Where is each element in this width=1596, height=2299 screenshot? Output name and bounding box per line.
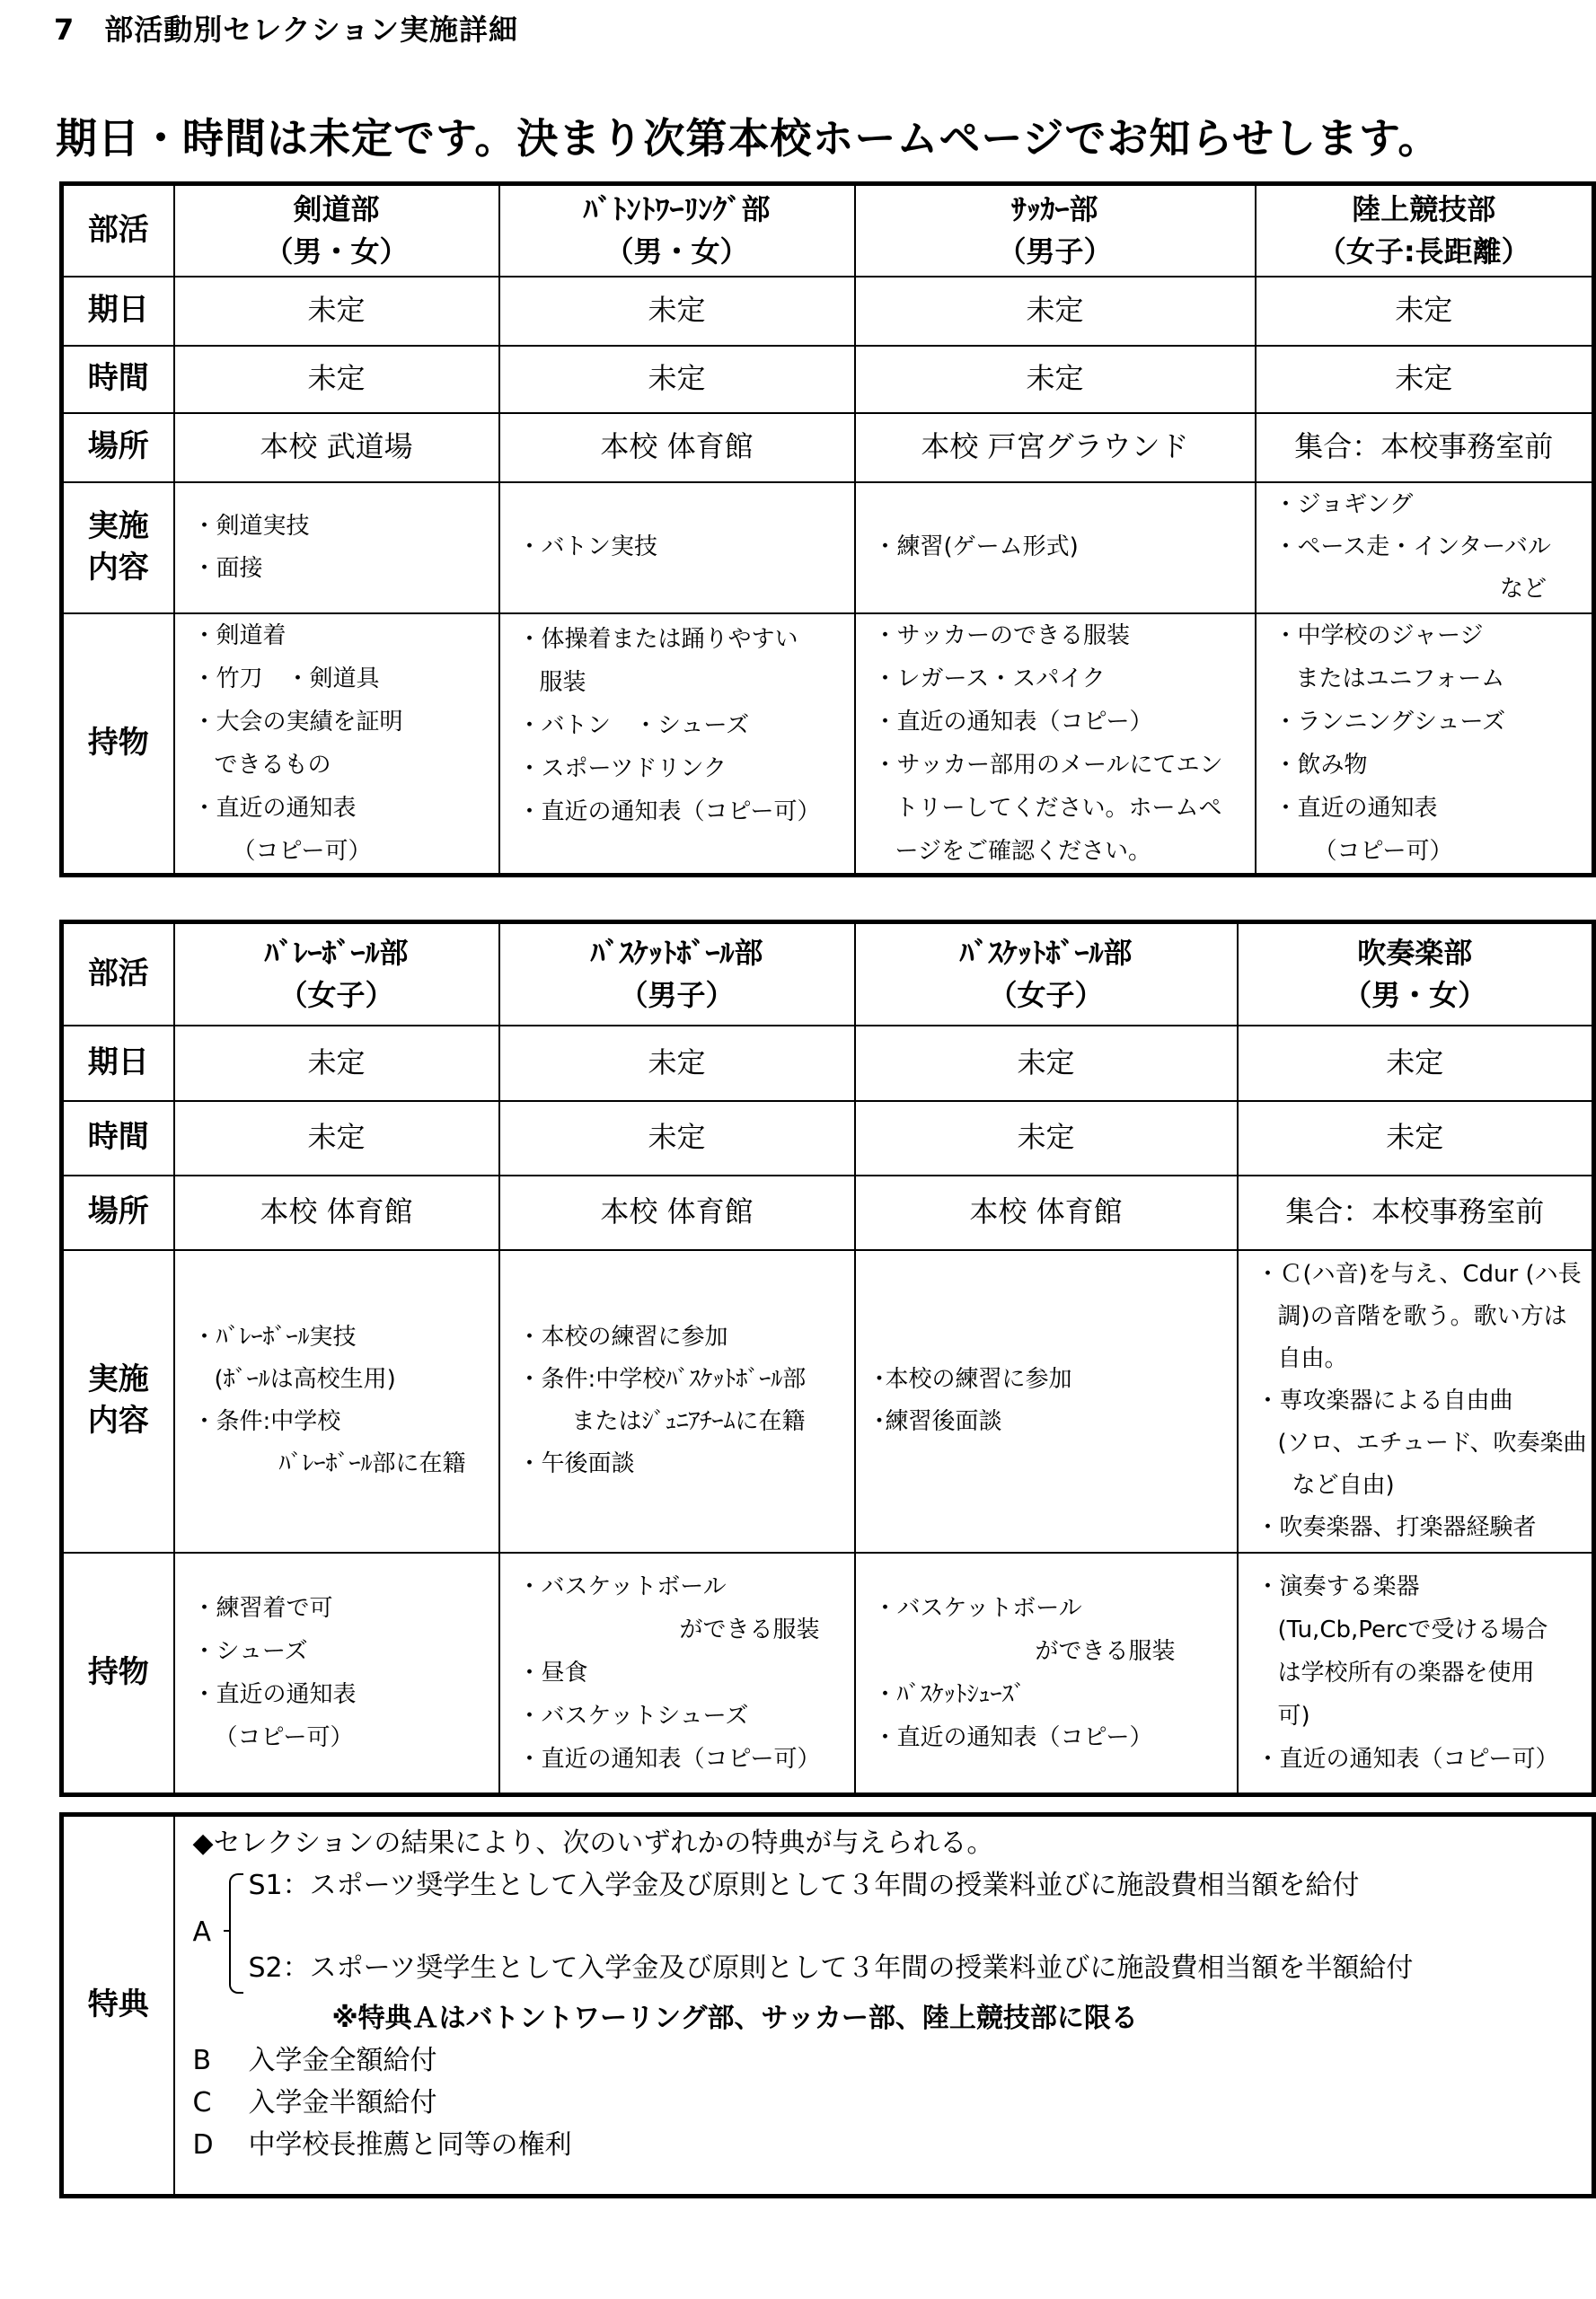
club-name: 吹奏楽部 bbox=[1357, 936, 1473, 971]
list-item: ・バスケットシューズ bbox=[517, 1702, 749, 1730]
date-cell: 未定 bbox=[1238, 1026, 1594, 1101]
list-item: ・専攻楽器による自由曲 bbox=[1256, 1387, 1513, 1414]
club-gender: （女子） bbox=[278, 977, 394, 1012]
list-item: など自由) bbox=[1292, 1471, 1395, 1499]
club-name: 陸上競技部 bbox=[1352, 192, 1496, 227]
brace-tip bbox=[224, 1930, 231, 1932]
place-cell: 本校 体育館 bbox=[855, 1176, 1238, 1250]
list-item: 服装 bbox=[539, 668, 586, 696]
list-item: ・午後面談 bbox=[517, 1450, 635, 1477]
list-item: ・吹奏楽器、打楽器経験者 bbox=[1256, 1513, 1537, 1541]
content-cell bbox=[855, 482, 1256, 613]
items-cell bbox=[499, 1553, 855, 1795]
list-item: ・直近の通知表（コピー） bbox=[873, 708, 1153, 736]
list-item: ・シューズ bbox=[192, 1637, 308, 1665]
items-cell bbox=[499, 613, 855, 876]
date-cell: 未定 bbox=[855, 277, 1256, 346]
items-cell bbox=[174, 1553, 499, 1795]
list-item: (Tu,Cb,Percで受ける場合 bbox=[1277, 1616, 1548, 1643]
benefit-a-group bbox=[193, 1864, 1574, 1997]
club-label: 部活 bbox=[62, 922, 174, 1026]
items-cell bbox=[855, 1553, 1238, 1795]
time-cell: 未定 bbox=[174, 1101, 499, 1176]
place-cell: 集合：本校事務室前 bbox=[1238, 1176, 1594, 1250]
benefits-row bbox=[62, 1815, 1594, 2197]
list-item: ・Ｃ(ハ音)を与え、Cdur (ハ長 bbox=[1256, 1260, 1582, 1288]
list-item: ・直近の通知表（コピー可） bbox=[517, 797, 821, 825]
items-label: 持物 bbox=[62, 613, 174, 876]
date-row bbox=[62, 1026, 1594, 1101]
content-cell bbox=[1256, 482, 1594, 613]
club-gender: （男・女） bbox=[604, 233, 749, 269]
list-item: ・中学校のジャージ bbox=[1274, 621, 1484, 649]
list-item: ・スポーツドリンク bbox=[517, 754, 727, 782]
club-name: ﾊﾞﾚｰﾎﾞｰﾙ部 bbox=[264, 936, 409, 971]
place-cell: 本校 体育館 bbox=[499, 1176, 855, 1250]
club-header bbox=[1256, 184, 1594, 277]
content-row bbox=[62, 482, 1594, 613]
club-gender: （男・女） bbox=[1343, 977, 1487, 1012]
list-item: ・練習(ゲーム形式) bbox=[873, 533, 1079, 560]
list-item: ･練習後面談 bbox=[873, 1408, 1002, 1435]
headline: 期日・時間は未定です。決まり次第本校ホームページでお知らせします。 bbox=[56, 114, 1441, 163]
club-header bbox=[855, 184, 1256, 277]
club-name: ﾊﾞｽｹｯﾄﾎﾞｰﾙ部 bbox=[590, 936, 763, 971]
date-cell: 未定 bbox=[174, 277, 499, 346]
list-item: ・直近の通知表 bbox=[192, 1680, 357, 1708]
benefit-s2: S2：スポーツ奨学生として入学金及び原則として３年間の授業料並びに施設費相当額を半額給付 bbox=[248, 1952, 1414, 1984]
club-name: ﾊﾞﾄﾝﾄﾜｰﾘﾝｸﾞ部 bbox=[583, 192, 771, 227]
list-item: ・練習着で可 bbox=[192, 1594, 333, 1622]
list-item: トリーしてください。ホームペ bbox=[895, 794, 1222, 822]
benefits-table bbox=[59, 1812, 1596, 2198]
list-item: ・直近の通知表（コピー可） bbox=[517, 1745, 821, 1773]
benefits-content bbox=[174, 1815, 1594, 2197]
place-label: 場所 bbox=[62, 413, 174, 482]
list-item: ・ランニングシューズ bbox=[1274, 708, 1506, 736]
date-label: 期日 bbox=[62, 277, 174, 346]
club-name: 剣道部 bbox=[293, 192, 380, 227]
list-item: (ソロ、エチュード、吹奏楽曲 bbox=[1277, 1429, 1587, 1457]
time-cell: 未定 bbox=[499, 1101, 855, 1176]
time-cell: 未定 bbox=[855, 1101, 1238, 1176]
time-cell: 未定 bbox=[174, 346, 499, 413]
list-item: ・飲み物 bbox=[1274, 751, 1368, 779]
place-row bbox=[62, 413, 1594, 482]
list-item: ・条件:中学校ﾊﾞｽｹｯﾄﾎﾞｰﾙ部 bbox=[517, 1366, 807, 1393]
list-item: ・バトン ・シューズ bbox=[517, 711, 750, 739]
place-cell: 本校 武道場 bbox=[174, 413, 499, 482]
list-item: ・昼食 bbox=[517, 1659, 588, 1687]
list-item: ができる服装 bbox=[1035, 1637, 1176, 1665]
time-cell: 未定 bbox=[499, 346, 855, 413]
section-title: 7 部活動別セレクション実施詳細 bbox=[54, 13, 518, 47]
time-label: 時間 bbox=[62, 1101, 174, 1176]
list-item: ・体操着または踊りやすい bbox=[517, 625, 798, 653]
items-label: 持物 bbox=[62, 1553, 174, 1795]
brace-icon bbox=[229, 1873, 243, 1994]
list-item: ・バスケットボール bbox=[873, 1594, 1082, 1622]
club-name: ｻｯｶｰ部 bbox=[1011, 192, 1098, 227]
list-item: ・バトン実技 bbox=[517, 533, 657, 560]
date-cell: 未定 bbox=[174, 1026, 499, 1101]
date-cell: 未定 bbox=[499, 277, 855, 346]
club-name: ﾊﾞｽｹｯﾄﾎﾞｰﾙ部 bbox=[959, 936, 1133, 971]
selection-table-2 bbox=[59, 920, 1596, 1797]
list-item: ・演奏する楽器 bbox=[1256, 1572, 1420, 1600]
list-item: ・ペース走・インターバル bbox=[1274, 533, 1551, 560]
benefit-option: B 入学金全額給付 bbox=[192, 2045, 437, 2076]
list-item: ・大会の実績を証明 bbox=[192, 708, 403, 736]
list-item: ・バスケットボール bbox=[517, 1572, 727, 1600]
items-cell bbox=[174, 613, 499, 876]
time-label: 時間 bbox=[62, 346, 174, 413]
list-item: ・サッカーのできる服装 bbox=[873, 621, 1130, 649]
list-item: ・竹刀 ・剣道具 bbox=[192, 665, 380, 692]
content-label: 実施 内容 bbox=[62, 1250, 174, 1553]
club-row bbox=[62, 922, 1594, 1026]
list-item: できるもの bbox=[214, 751, 331, 779]
content-cell bbox=[499, 1250, 855, 1553]
items-cell bbox=[1256, 613, 1594, 876]
list-item: ・サッカー部用のメールにてエン bbox=[873, 751, 1223, 779]
content-row bbox=[62, 1250, 1594, 1553]
items-row bbox=[62, 1553, 1594, 1795]
list-item: （コピー可） bbox=[214, 1723, 354, 1751]
place-label: 場所 bbox=[62, 1176, 174, 1250]
list-item: 調)の音階を歌う。歌い方は bbox=[1277, 1302, 1567, 1330]
items-cell bbox=[1238, 1553, 1594, 1795]
time-row bbox=[62, 346, 1594, 413]
benefit-a-note: ※特典Ａはバトントワーリング部、サッカー部、陸上競技部に限る bbox=[331, 2003, 1138, 2034]
place-cell: 本校 体育館 bbox=[174, 1176, 499, 1250]
selection-table-1 bbox=[59, 181, 1596, 877]
list-item: ージをご確認ください。 bbox=[895, 837, 1151, 865]
list-item: ・直近の通知表 bbox=[192, 794, 357, 822]
club-gender: （女子:長距離） bbox=[1317, 233, 1530, 269]
club-header bbox=[174, 922, 499, 1026]
benefit-option: D 中学校長推薦と同等の権利 bbox=[192, 2129, 572, 2161]
list-item: ・ジョギング bbox=[1274, 491, 1414, 518]
list-item: など bbox=[1499, 576, 1547, 603]
list-item: は学校所有の楽器を使用 bbox=[1277, 1659, 1535, 1687]
time-row bbox=[62, 1101, 1594, 1176]
place-cell: 本校 体育館 bbox=[499, 413, 855, 482]
club-header bbox=[499, 184, 855, 277]
place-cell: 集合：本校事務室前 bbox=[1256, 413, 1594, 482]
date-cell: 未定 bbox=[855, 1026, 1238, 1101]
list-item: ・面接 bbox=[192, 554, 263, 582]
content-cell bbox=[174, 1250, 499, 1553]
list-item: ・直近の通知表 bbox=[1274, 794, 1438, 822]
time-cell: 未定 bbox=[855, 346, 1256, 413]
club-gender: （男子） bbox=[997, 233, 1113, 269]
place-row bbox=[62, 1176, 1594, 1250]
content-label: 実施 内容 bbox=[62, 482, 174, 613]
date-cell: 未定 bbox=[499, 1026, 855, 1101]
list-item: 自由。 bbox=[1277, 1344, 1348, 1372]
items-row bbox=[62, 613, 1594, 876]
benefits-label: 特典 bbox=[62, 1815, 174, 2197]
club-header bbox=[174, 184, 499, 277]
club-row bbox=[62, 184, 1594, 277]
place-cell: 本校 戸宮グラウンド bbox=[855, 413, 1256, 482]
club-gender: （男子） bbox=[619, 977, 735, 1012]
benefits-intro: ◆セレクションの結果により、次のいずれかの特典が与えられる。 bbox=[192, 1828, 994, 1859]
club-header bbox=[855, 922, 1238, 1026]
list-item: （コピー可） bbox=[232, 837, 372, 865]
list-item: 可) bbox=[1277, 1702, 1310, 1730]
list-item: ・条件:中学校 bbox=[192, 1408, 341, 1435]
date-label: 期日 bbox=[62, 1026, 174, 1101]
list-item: またはユニフォーム bbox=[1295, 665, 1505, 692]
time-cell: 未定 bbox=[1238, 1101, 1594, 1176]
list-item: ﾊﾞﾚｰﾎﾞｰﾙ部に在籍 bbox=[278, 1450, 466, 1477]
date-row bbox=[62, 277, 1594, 346]
list-item: ができる服装 bbox=[679, 1616, 820, 1643]
content-cell bbox=[499, 482, 855, 613]
list-item: ・直近の通知表（コピー） bbox=[873, 1723, 1153, 1751]
list-item: ・剣道着 bbox=[192, 621, 287, 649]
list-item: （コピー可） bbox=[1313, 837, 1453, 865]
benefit-a-letter: A bbox=[192, 1916, 212, 1948]
list-item: ・レガース・スパイク bbox=[873, 665, 1106, 692]
club-label: 部活 bbox=[62, 184, 174, 277]
club-header bbox=[499, 922, 855, 1026]
content-cell bbox=[174, 482, 499, 613]
list-item: ・直近の通知表（コピー可） bbox=[1256, 1745, 1559, 1773]
items-cell bbox=[855, 613, 1256, 876]
benefit-option: C 入学金半額給付 bbox=[192, 2087, 437, 2118]
time-cell: 未定 bbox=[1256, 346, 1594, 413]
list-item: ・本校の練習に参加 bbox=[517, 1324, 728, 1351]
content-cell bbox=[855, 1250, 1238, 1553]
list-item: ・剣道実技 bbox=[192, 512, 310, 540]
list-item: またはｼﾞｭﾆｱﾁｰﾑに在籍 bbox=[571, 1408, 806, 1435]
list-item: ・ﾊﾞﾚｰﾎﾞｰﾙ実技 bbox=[192, 1324, 357, 1351]
date-cell: 未定 bbox=[1256, 277, 1594, 346]
content-cell bbox=[1238, 1250, 1594, 1553]
club-gender: （男・女） bbox=[264, 233, 409, 269]
club-gender: （女子） bbox=[988, 977, 1104, 1012]
club-header bbox=[1238, 922, 1594, 1026]
benefit-s1: S1：スポーツ奨学生として入学金及び原則として３年間の授業料並びに施設費相当額を給付 bbox=[248, 1870, 1360, 1901]
list-item: ･本校の練習に参加 bbox=[873, 1366, 1072, 1393]
list-item: (ﾎﾞｰﾙは高校生用) bbox=[214, 1366, 396, 1393]
list-item: ・ﾊﾞｽｹｯﾄｼｭｰｽﾞ bbox=[873, 1680, 1026, 1708]
